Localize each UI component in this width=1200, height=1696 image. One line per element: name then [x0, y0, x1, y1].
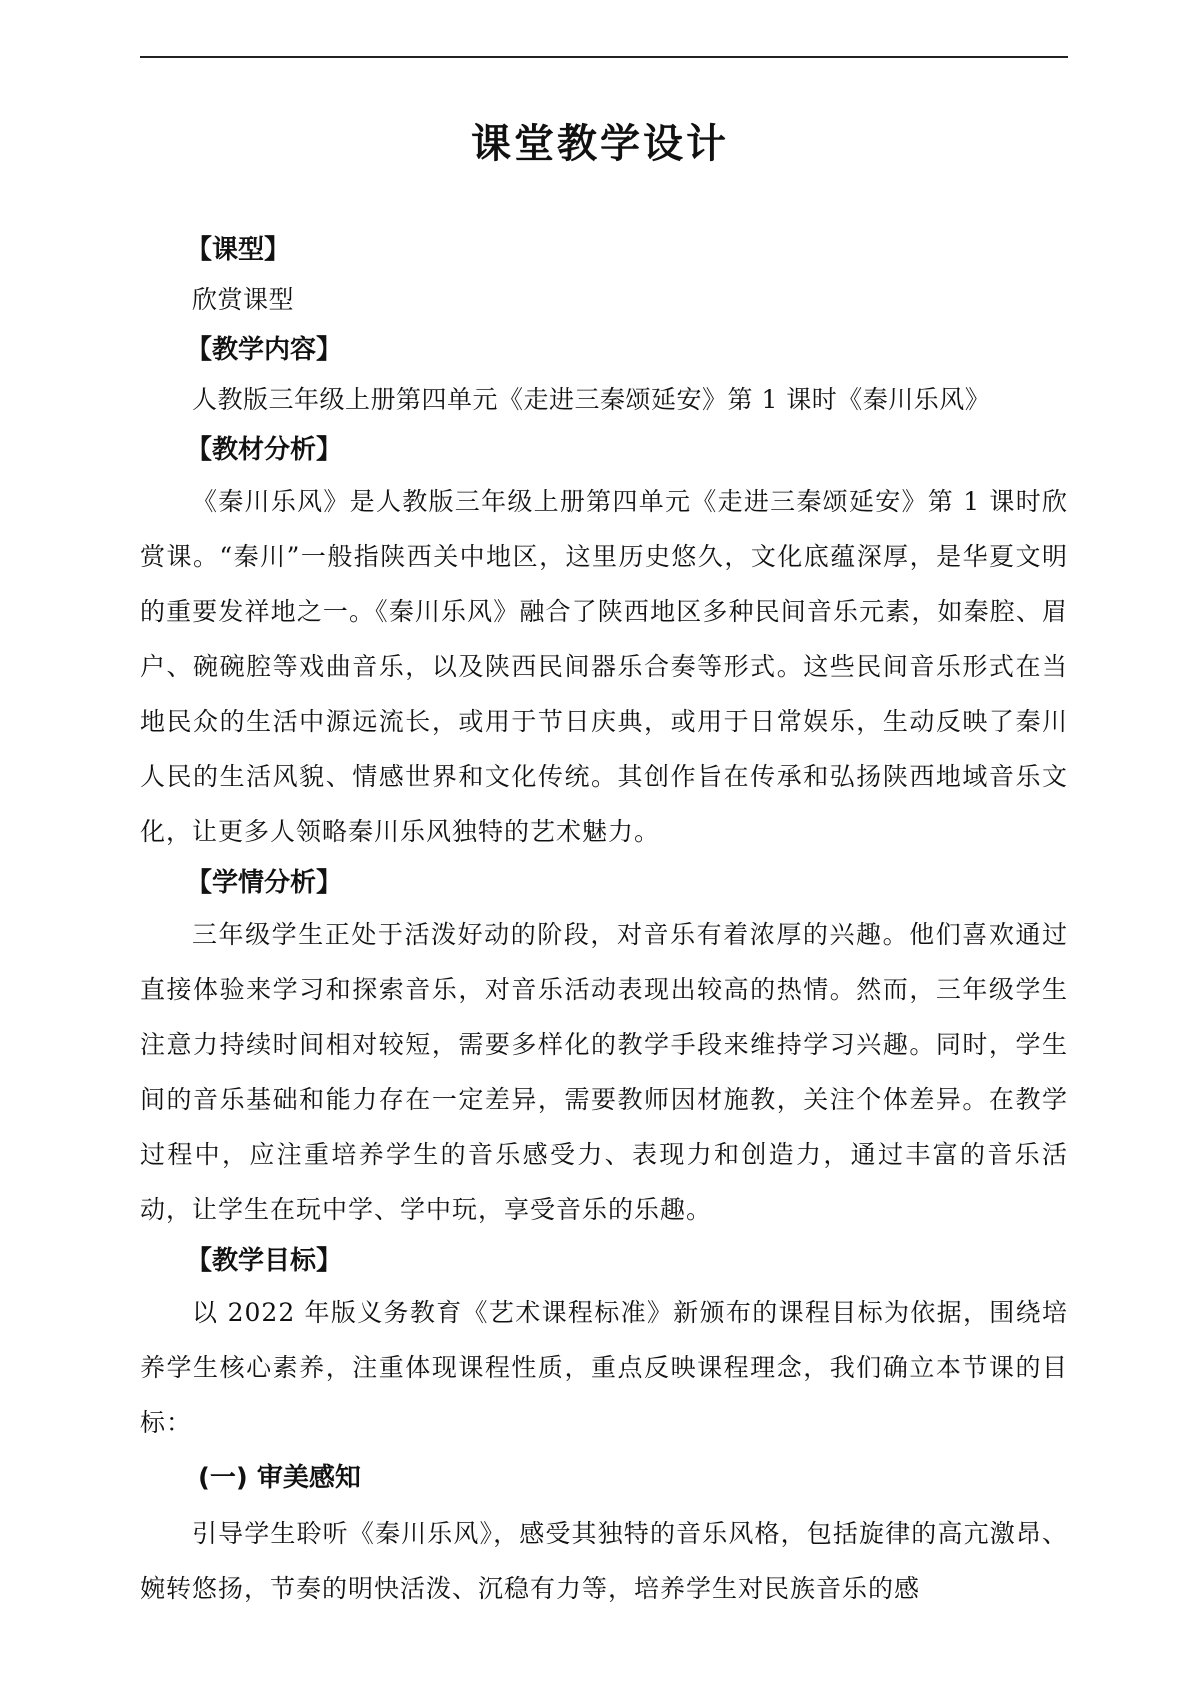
section-heading-student-analysis: 【学情分析】: [186, 868, 343, 898]
teaching-content-text: 人教版三年级上册第四单元《走进三秦颂延安》第 1 课时《秦川乐风》: [192, 385, 991, 414]
aesthetic-perception-text: 引导学生聆听《秦川乐风》，感受其独特的音乐风格，包括旋律的高亢激昂、婉转悠扬，节奏的明快活泼、沉稳有力等，培养学生对民族音乐的感: [140, 1519, 1068, 1603]
section-heading-material-analysis: 【教材分析】: [186, 435, 343, 465]
header-rule: [140, 56, 1068, 58]
subsection-heading-aesthetic-perception: (一) 审美感知: [198, 1463, 361, 1493]
section-heading-teaching-content: 【教学内容】: [186, 335, 343, 365]
material-analysis-text: 《秦川乐风》是人教版三年级上册第四单元《走进三秦颂延安》第 1 课时欣赏课。“秦川”一般指陕西关中地区，这里历史悠久，文化底蕴深厚，是华夏文明的重要发祥地之一。《秦川乐风》融合了陕西地区多种民间音乐元素，如秦腔、眉户、碗碗腔等戏曲音乐，以及陕西民间器乐合奏等形式。这些民间音乐形式在当地民众的生活中源远流长，或用于节日庆典，或用于日常娱乐，生动反映了秦川人民的生活风貌、情感世界和文化传统。其创作旨在传承和弘扬陕西地域音乐文化，让更多人领略秦川乐风独特的艺术魅力。: [140, 487, 1068, 846]
document-body: [140, 226, 1068, 1616]
document-title: 课堂教学设计: [471, 121, 729, 167]
student-analysis-text: 三年级学生正处于活泼好动的阶段，对音乐有着浓厚的兴趣。他们喜欢通过直接体验来学习和探索音乐，对音乐活动表现出较高的热情。然而，三年级学生注意力持续时间相对较短，需要多样化的教学手段来维持学习兴趣。同时，学生间的音乐基础和能力存在一定差异，需要教师因材施教，关注个体差异。在教学过程中，应注重培养学生的音乐感受力、表现力和创造力，通过丰富的音乐活动，让学生在玩中学、学中玩，享受音乐的乐趣。: [140, 920, 1068, 1224]
teaching-goals-text: 以 2022 年版义务教育《艺术课程标准》新颁布的课程目标为依据，围绕培养学生核心素养，注重体现课程性质，重点反映课程理念，我们确立本节课的目标：: [140, 1298, 1068, 1437]
section-heading-teaching-goals: 【教学目标】: [186, 1246, 343, 1276]
section-heading-lesson-type: 【课型】: [186, 235, 291, 265]
lesson-type-text: 欣赏课型: [192, 285, 295, 314]
